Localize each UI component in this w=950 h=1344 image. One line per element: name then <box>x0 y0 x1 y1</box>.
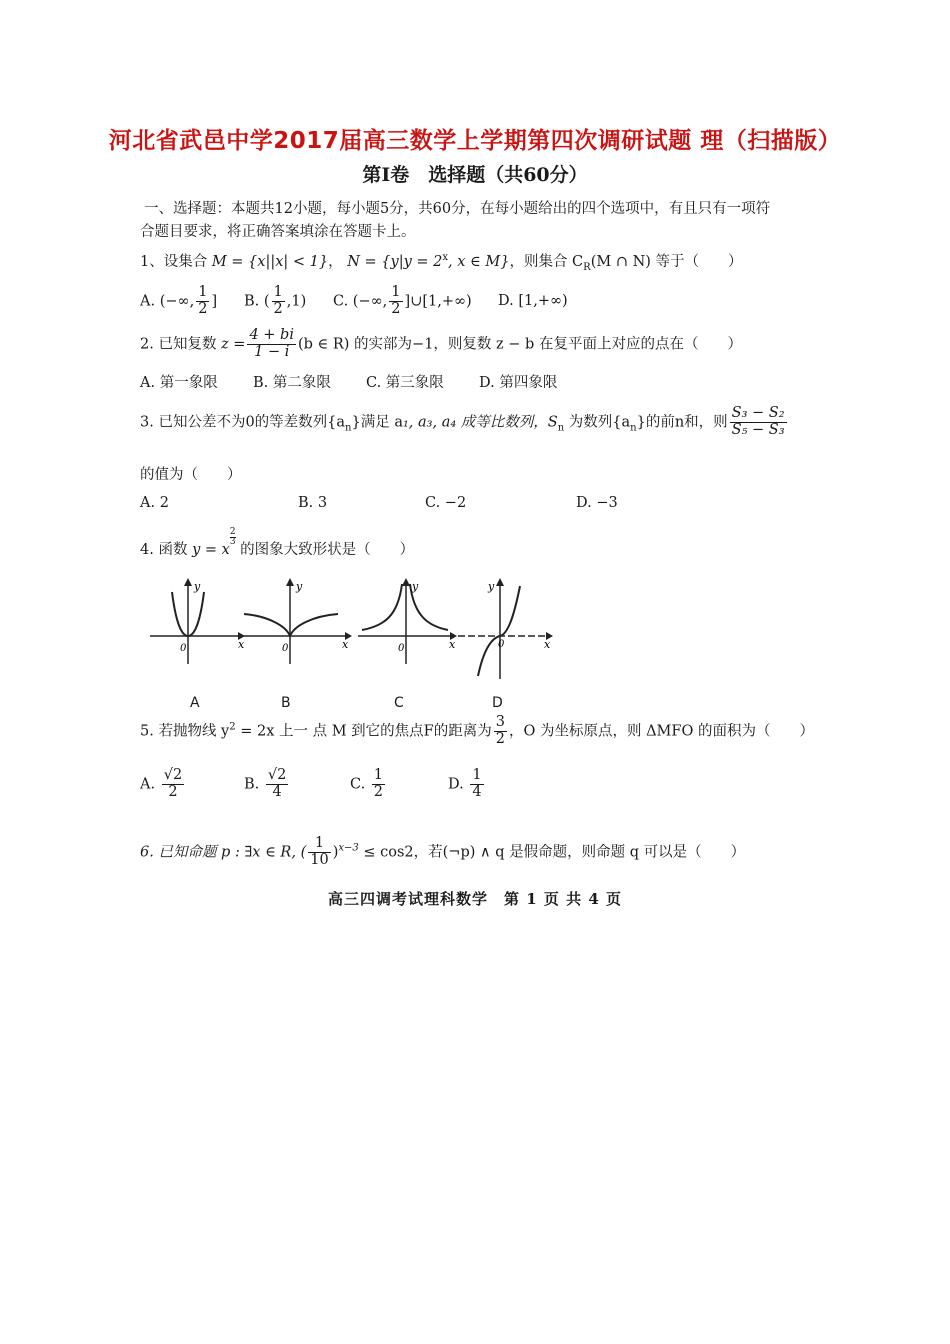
x-label: x <box>544 638 551 651</box>
q4-post: 的图象大致形状是（ ） <box>235 542 415 558</box>
curve-left <box>362 584 402 630</box>
numerator: 4 + bi <box>249 327 294 343</box>
numerator: √2 <box>267 767 287 783</box>
q3-tail-sub: n <box>630 422 637 434</box>
option-letter: C. <box>333 293 349 310</box>
q2-option-c: C. 第三象限 <box>366 375 444 391</box>
q5-post: ，O 为坐标原点，则 ΔMFO 的面积为（ ） <box>508 723 814 740</box>
q5-option-b <box>244 768 290 801</box>
q1-post: ，则集合 C <box>509 254 584 270</box>
q2-option-a: A. 第一象限 <box>140 375 218 391</box>
q2-z: z = <box>221 336 246 353</box>
q3-line-2: 的值为（ ） <box>140 467 242 483</box>
fraction <box>272 285 285 318</box>
q2-pre: 2. 已知复数 <box>140 336 217 353</box>
q2-option-d: D. 第四象限 <box>479 375 558 391</box>
x-label: x <box>449 638 456 651</box>
graph-label-a: A <box>190 695 200 711</box>
q1-set-n-end: , x ∈ M} <box>448 254 510 270</box>
fraction <box>308 836 330 869</box>
q2-rest: (b ∈ R) 的实部为−1，则复数 z − b 在复平面上对应的点在（ ） <box>297 336 742 353</box>
numerator: 1 <box>472 767 482 783</box>
q3-mid-sub: n <box>557 422 565 434</box>
question-1: 1、设集合 M = {x||x| < 1}， $N = \{y|y = 2^x$, x ∈ M}，则集合 $C_R(M$ ∩ N) 等于（ ） <box>140 252 743 273</box>
q6-post: ≤ cos2，若(¬p) ∧ q 是假命题，则命题 q 可以是（ ） <box>358 844 746 861</box>
option-value: (−∞, <box>352 293 388 310</box>
denominator: S₅ − S₃ <box>731 421 785 438</box>
x-label: x <box>238 638 245 651</box>
option-value-end: ] <box>211 293 218 310</box>
page-footer: 高三四调考试理科数学 第 1 页 共 4 页 <box>328 890 622 908</box>
numerator: 1 <box>273 284 283 300</box>
numerator: 1 <box>308 836 330 853</box>
option-letter: A. <box>140 293 156 310</box>
question-5 <box>140 715 814 748</box>
denominator: 2 <box>198 300 208 317</box>
q3-option-c: C. −2 <box>425 495 467 511</box>
denominator: 2 <box>168 783 178 800</box>
origin-label: 0 <box>498 639 505 650</box>
q5-pre-sup: 2 <box>229 721 236 733</box>
curve <box>244 614 338 636</box>
option-letter: D. <box>448 776 464 793</box>
q1-option-c <box>333 285 472 318</box>
q4-func: y = x <box>192 542 230 558</box>
numerator: 2 <box>229 527 236 537</box>
denominator: 4 <box>272 783 282 800</box>
question-6: 6. 已知命题 p : ∃x ∈ R, ( $\frac{1}{10}$ )$^{x-3}$ ≤ cos2，若(¬p) ∧ q 是假命题，则命题 q 可以是（ ） <box>140 835 746 868</box>
graph-a <box>150 576 245 666</box>
y-axis-arrow <box>496 578 504 586</box>
q5-mid: = 2x 上一 点 M 到它的焦点F的距离为 <box>235 723 492 740</box>
denominator: 4 <box>472 783 482 800</box>
graph-c <box>358 576 458 666</box>
q1-option-d <box>498 293 568 309</box>
fraction <box>730 406 787 439</box>
numerator: √2 <box>163 767 183 783</box>
intro-line-1: 一、选择题：本题共12小题，每小题5分，共60分，在每小题给出的四个选项中，有且只有一项符 <box>144 201 771 217</box>
fraction <box>470 768 483 801</box>
q1-pre: 设集合 <box>163 254 208 270</box>
option-letter: C. <box>350 776 366 793</box>
graph-d <box>458 576 553 681</box>
origin-label: 0 <box>398 643 405 654</box>
q1-post-end: (M ∩ N) 等于（ ） <box>590 254 743 270</box>
q3-mid-tail: ₁, a₃, a₄ 成等比数列，S <box>402 414 558 431</box>
q1-post-sub: R <box>583 261 591 273</box>
fraction <box>196 285 209 318</box>
denominator: 10 <box>310 851 329 868</box>
fraction <box>162 768 184 801</box>
fraction <box>247 328 296 361</box>
q4-pre: 4. 函数 <box>140 542 188 558</box>
fraction <box>372 768 385 801</box>
y-axis-arrow <box>184 578 192 586</box>
fraction <box>389 285 402 318</box>
y-label: y <box>488 580 495 593</box>
section-title: 第Ⅰ卷 选择题（共60分） <box>362 164 588 186</box>
y-axis-arrow <box>286 578 294 586</box>
option-letter: A. <box>140 776 156 793</box>
question-2 <box>140 328 742 361</box>
numerator: 3 <box>495 714 505 730</box>
q3-option-d: D. −3 <box>576 495 618 511</box>
origin-label: 0 <box>180 643 187 654</box>
denominator: 2 <box>495 730 505 747</box>
numerator: 1 <box>198 284 208 300</box>
q1-option-a <box>140 285 217 318</box>
document-title: 河北省武邑中学2017届高三数学上学期第四次调研试题 理（扫描版） <box>108 128 842 154</box>
option-letter: B. <box>244 293 260 310</box>
fraction <box>266 768 288 801</box>
denominator: 3 <box>229 537 236 547</box>
curve <box>478 586 520 676</box>
y-axis-arrow <box>402 578 410 586</box>
graph-label-b: B <box>281 695 291 711</box>
denominator: 1 − i <box>254 343 290 360</box>
q5-option-a <box>140 768 186 801</box>
numerator: 1 <box>373 767 384 783</box>
intro-line-2: 合题目要求，将正确答案填涂在答题卡上。 <box>140 224 416 240</box>
graph-label-c: C <box>394 695 404 711</box>
option-letter: B. <box>244 776 260 793</box>
q5-pre: 5. 若抛物线 y <box>140 723 230 740</box>
q1-number: 1、 <box>140 254 164 270</box>
question-4 <box>140 527 415 559</box>
fraction <box>494 715 507 748</box>
graph-b <box>242 576 352 666</box>
graph-label-d: D <box>492 695 503 711</box>
q3-mid: }满足 a <box>351 414 403 431</box>
option-letter: D. <box>498 293 514 309</box>
q3-option-a: A. 2 <box>140 495 169 511</box>
y-label: y <box>412 580 419 593</box>
q6-exponent: x−3 <box>338 842 359 854</box>
option-value-end: ]∪[1,+∞) <box>404 293 472 310</box>
denominator: 2 <box>391 300 401 317</box>
q3-tail: 为数列{a <box>564 414 631 431</box>
denominator: 2 <box>273 300 283 317</box>
q1-set-m: M = {x||x| < 1} <box>211 254 329 270</box>
y-label: y <box>194 580 201 593</box>
q5-option-d <box>448 768 486 801</box>
q1-set-n: N = {y|y = 2 <box>347 254 443 270</box>
question-3 <box>140 406 789 439</box>
x-label: x <box>342 638 349 651</box>
option-value: [1,+∞) <box>518 293 568 309</box>
q3-pre: 3. 已知公差不为0的等差数列{a <box>140 414 346 431</box>
option-value: (−∞, <box>159 293 195 310</box>
denominator: 2 <box>373 783 384 800</box>
q6-pre: 6. 已知命题 p : ∃x ∈ R, ( <box>140 844 307 861</box>
q2-option-b: B. 第二象限 <box>253 375 331 391</box>
q3-pre-sub: n <box>345 422 352 434</box>
numerator: S₃ − S₂ <box>731 405 785 421</box>
q5-option-c <box>350 768 387 801</box>
q3-tail-end: }的前n和，则 <box>636 414 728 431</box>
option-value: ( <box>263 293 270 310</box>
option-value-end: ,1) <box>286 293 307 310</box>
q1-option-b <box>244 285 306 318</box>
numerator: 1 <box>391 284 401 300</box>
q3-option-b: B. 3 <box>298 495 328 511</box>
y-label: y <box>296 580 303 593</box>
q1-set-n-sup: x <box>442 252 449 264</box>
origin-label: 0 <box>282 643 289 654</box>
